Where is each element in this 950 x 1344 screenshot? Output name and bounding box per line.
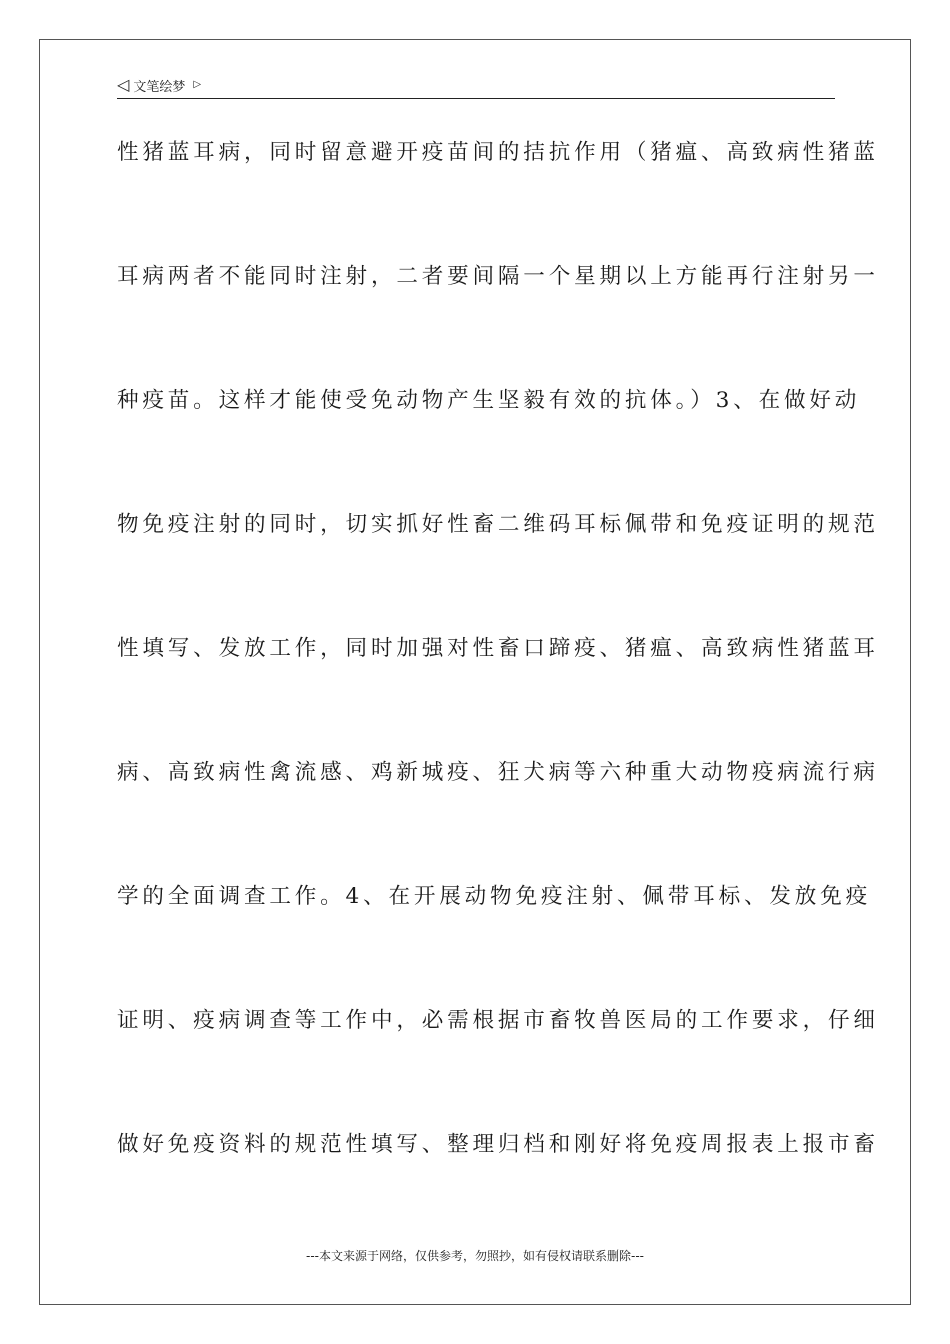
- page-header: [117, 72, 835, 99]
- body-line-5: 性填写、发放工作，同时加强对性畜口蹄疫、猪瘟、高致病性猪蓝耳: [117, 636, 879, 661]
- header-title: 文笔绘梦: [133, 79, 186, 95]
- body-line-2: 耳病两者不能同时注射，二者要间隔一个星期以上方能再行注射另一: [117, 264, 879, 289]
- body-line-6: 病、高致病性禽流感、鸡新城疫、狂犬病等六种重大动物疫病流行病: [117, 760, 879, 785]
- body-line-8: 证明、疫病调查等工作中，必需根据市畜牧兽医局的工作要求，仔细: [117, 1008, 879, 1033]
- body-line-4: 物免疫注射的同时，切实抓好性畜二维码耳标佩带和免疫证明的规范: [117, 512, 879, 537]
- page-footer: ---本文来源于网络，仅供参考，勿照抄，如有侵权请联系删除---: [306, 1249, 644, 1263]
- body-line-1: 性猪蓝耳病，同时留意避开疫苗间的拮抗作用（猪瘟、高致病性猪蓝: [117, 140, 879, 165]
- left-triangle-icon: ◁: [117, 75, 130, 94]
- body-line-9: 做好免疫资料的规范性填写、整理归档和刚好将免疫周报表上报市畜: [117, 1132, 879, 1157]
- body-line-7: 学的全面调查工作。4、在开展动物免疫注射、佩带耳标、发放免疫: [117, 884, 871, 909]
- right-triangle-icon: ▷: [193, 79, 202, 90]
- body-line-3: 种疫苗。这样才能使受免动物产生坚毅有效的抗体。）3、在做好动: [117, 388, 861, 413]
- document-body: [117, 125, 879, 1241]
